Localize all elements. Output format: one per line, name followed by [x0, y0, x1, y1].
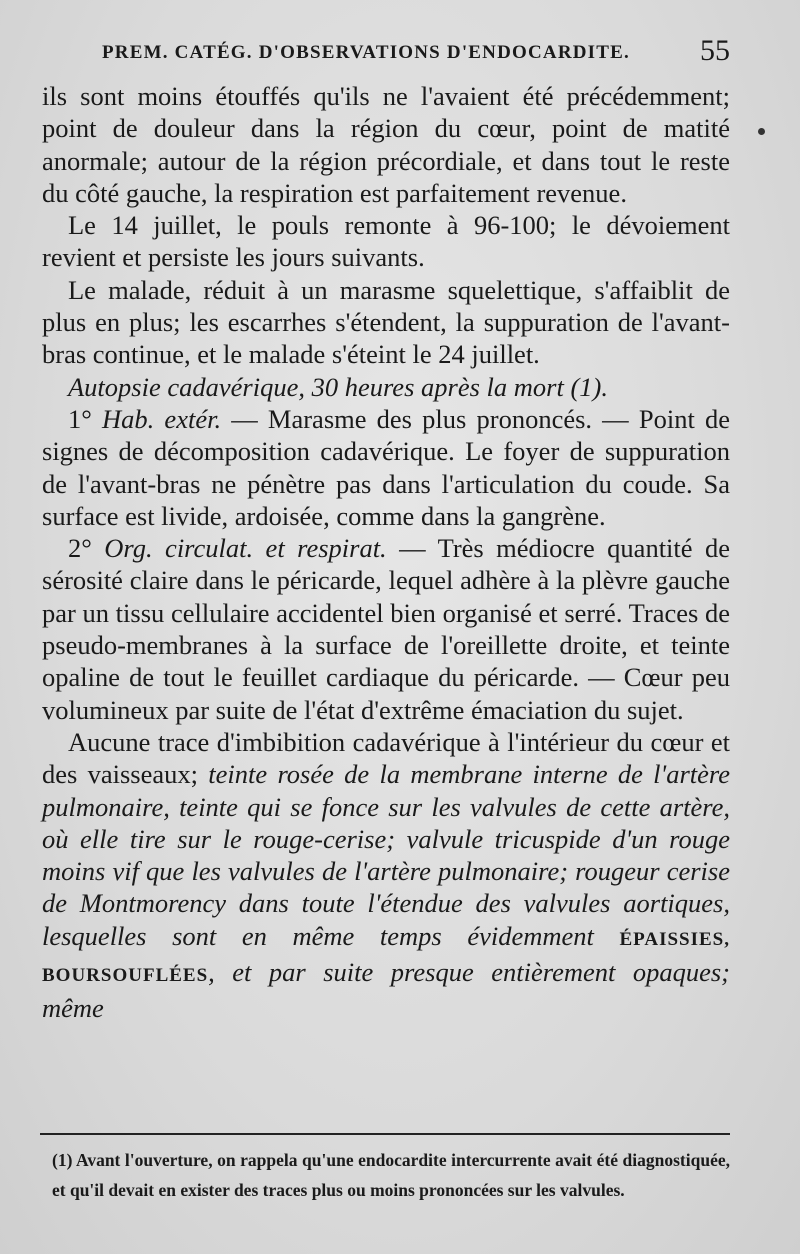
heart-description-italic-end: , et par suite presque entièrement opaques; même	[42, 957, 730, 1024]
section-number-2: 2°	[68, 533, 105, 564]
paragraph-1: ils sont moins étouffés qu'ils ne l'avaient été précédemment; point de douleur dans la région du cœur, point de matité anormale; autour de la région précordiale, et dans tout le reste du côté gauche, la respiration est parfaitement revenue.	[42, 81, 730, 208]
ink-speck	[758, 128, 765, 135]
section-number-1: 1°	[68, 403, 103, 434]
heart-description-smallcaps: ÉPAISSIES, BOURSOUFLÉES	[42, 928, 730, 987]
body-text	[42, 80, 730, 1025]
heart-description-roman: Aucune trace d'imbibition cadavérique à l'intérieur du cœur et des vaisseaux;	[42, 726, 730, 790]
paragraph-3: Le malade, réduit à un marasme squelettique, s'affaiblit de plus en plus; les escarrhes s'étendent, la suppuration de l'avant-bras continue, et le malade s'éteint le 24 juillet.	[42, 274, 730, 370]
section-title-org-circulat: Org. circulat. et respirat.	[104, 533, 387, 564]
section-body-hab-exter: — Marasme des plus prononcés. — Point de signes de décomposition cadavérique. Le foyer de suppuration de l'avant-bras ne pénètre pas dans l'articulation du coude. Sa surface est livide, ardoisée, comme dans la gangrène.	[42, 403, 730, 531]
section-body-org-circulat: — Très médiocre quantité de sérosité claire dans le péricarde, lequel adhère à la plèvre gauche par un tissu cellulaire accidentel bien organisé et serré. Traces de pseudo-membranes à la surface de l'oreillette droite, et teinte opaline de tout le feuillet cardiaque du péricarde. — Cœur peu volumineux par suite de l'état d'extrême émaciation du sujet.	[42, 533, 730, 725]
autopsy-heading-text: Autopsie cadavérique, 30 heures après la mort (1).	[68, 371, 608, 402]
paragraph-external-habit	[42, 403, 730, 532]
heart-description-italic: teinte rosée de la membrane interne de l'artère pulmonaire, teinte qui se fonce sur les valvules de cette artère, où elle tire sur le rouge-cerise; valvule tricuspide d'un rouge moins vif que les valvules de l'artère pulmonaire; rougeur cerise de Montmorency dans toute l'étendue des valvules aortiques, lesquelles sont en même temps évidemment	[42, 759, 730, 951]
paragraph-heart-description	[42, 726, 730, 1025]
footnote	[52, 1145, 730, 1205]
footnote-text: (1) Avant l'ouverture, on rappela qu'une endocardite intercurrente avait été diagnostiquée, et qu'il devait en exister des traces plus ou moins prononcées sur les valvules.	[52, 1150, 730, 1200]
section-title-hab-exter: Hab. extér.	[102, 403, 222, 434]
paragraph-circulation	[42, 532, 730, 726]
page-header	[40, 34, 740, 78]
running-title: PREM. CATÉG. D'OBSERVATIONS D'ENDOCARDITE.	[102, 42, 630, 63]
autopsy-heading	[42, 371, 730, 403]
footnote-rule	[40, 1133, 730, 1135]
paragraph-2: Le 14 juillet, le pouls remonte à 96-100; le dévoiement revient et persiste les jours suivants.	[42, 210, 730, 273]
page-number: 55	[700, 34, 730, 67]
